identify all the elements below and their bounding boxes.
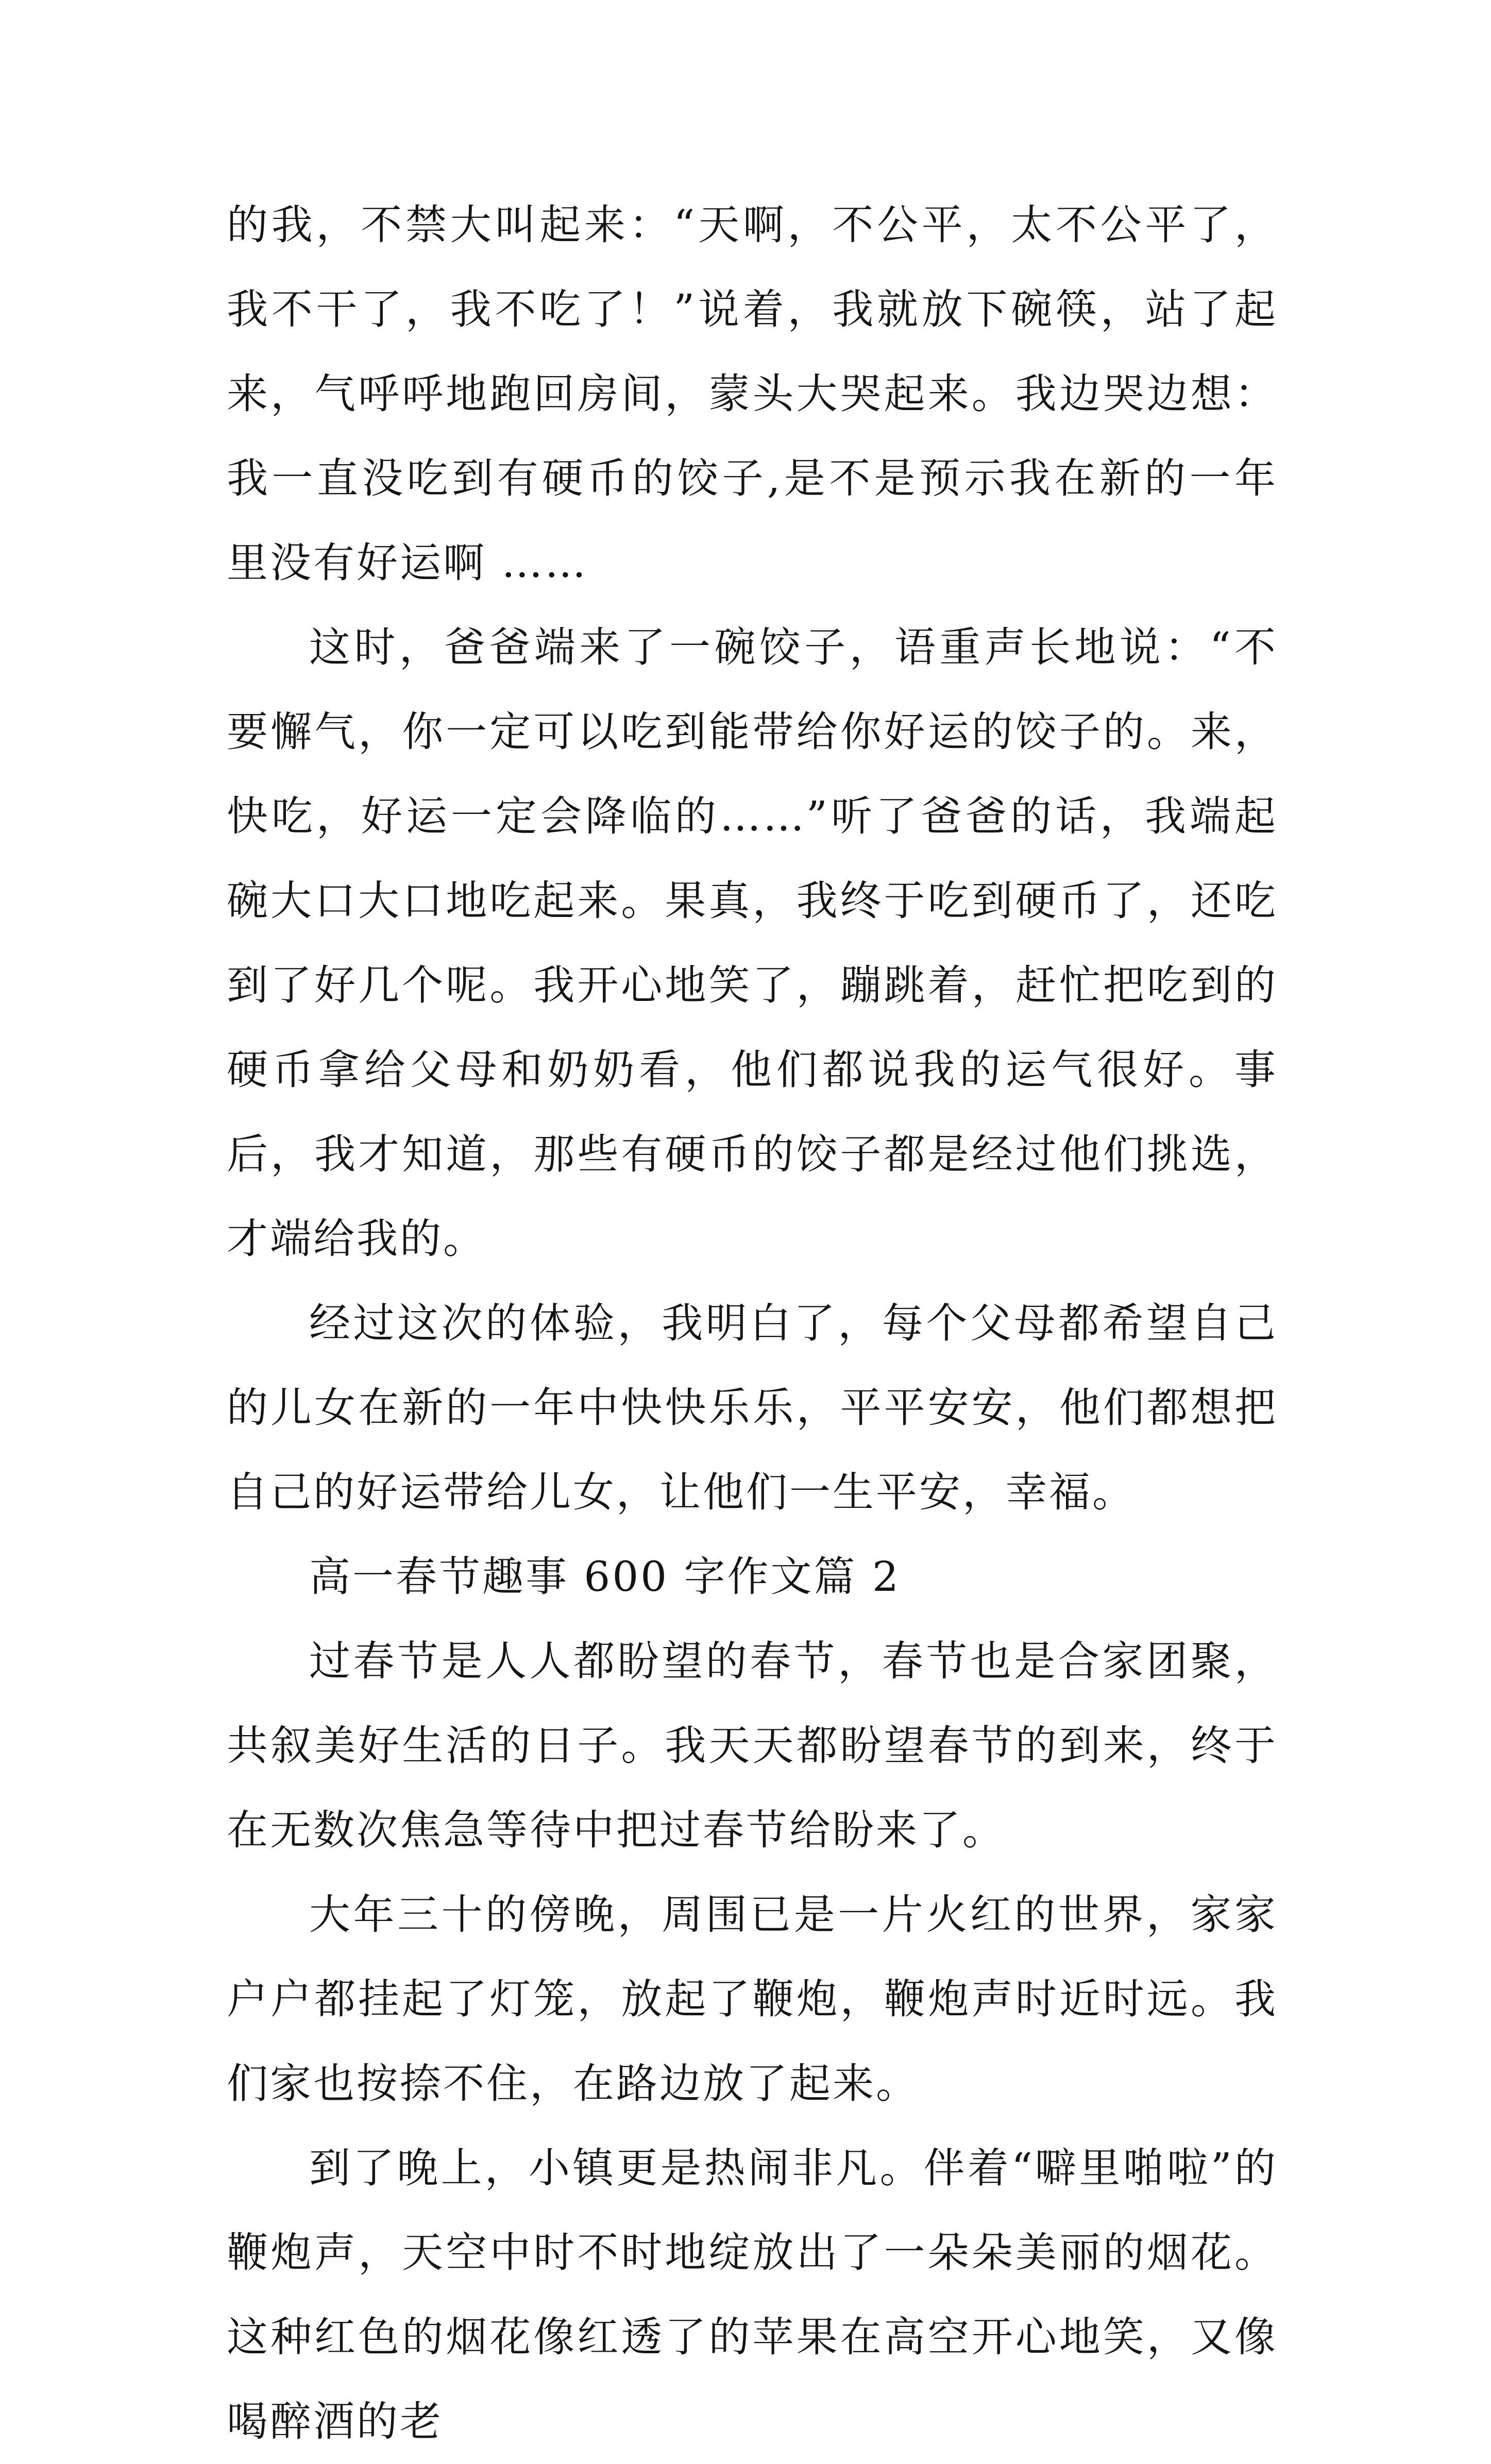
- paragraph-new-years-eve: 大年三十的傍晚，周围已是一片火红的世界，家家户户都挂起了灯笼，放起了鞭炮，鞭炮声时近时远。我们家也按捺不住，在路边放了起来。: [227, 1891, 1278, 2108]
- document-body: [227, 183, 1278, 2464]
- section-heading: 高一春节趣事 600 字作文篇 2: [309, 1553, 901, 1601]
- paragraph-spring-festival-intro: 过春节是人人都盼望的春节，春节也是合家团聚，共叙美好生活的日子。我天天都盼望春节的到来，终于在无数次焦急等待中把过春节给盼来了。: [227, 1637, 1278, 1854]
- paragraph-dad-dumplings: 这时，爸爸端来了一碗饺子，语重声长地说：“不要懈气，你一定可以吃到能带给你好运的饺子的。来，快吃，好运一定会降临的……”听了爸爸的话，我端起碗大口大口地吃起来。果真，我终于吃到硬币了，还吃到了好几个呢。我开心地笑了，蹦跳着，赶忙把吃到的硬币拿给父母和奶奶看，他们都说我的运气很好。事后，我才知道，那些有硬币的饺子都是经过他们挑选，才端给我的。: [227, 623, 1278, 1263]
- paragraph-continuation: 的我，不禁大叫起来：“天啊，不公平，太不公平了，我不干了，我不吃了！”说着，我就放下碗筷，站了起来，气呼呼地跑回房间，蒙头大哭起来。我边哭边想：我一直没吃到有硬币的饺子,是不是预示我在新的一年里没有好运啊 ……: [227, 201, 1278, 587]
- paragraph-lesson: 经过这次的体验，我明白了，每个父母都希望自己的儿女在新的一年中快快乐乐，平平安安，他们都想把自己的好运带给儿女，让他们一生平安，幸福。: [227, 1299, 1278, 1516]
- paragraph-fireworks: 到了晚上，小镇更是热闹非凡。伴着“噼里啪啦”的鞭炮声，天空中时不时地绽放出了一朵朵美丽的烟花。这种红色的烟花像红透了的苹果在高空开心地笑，又像喝醉酒的老: [227, 2144, 1278, 2445]
